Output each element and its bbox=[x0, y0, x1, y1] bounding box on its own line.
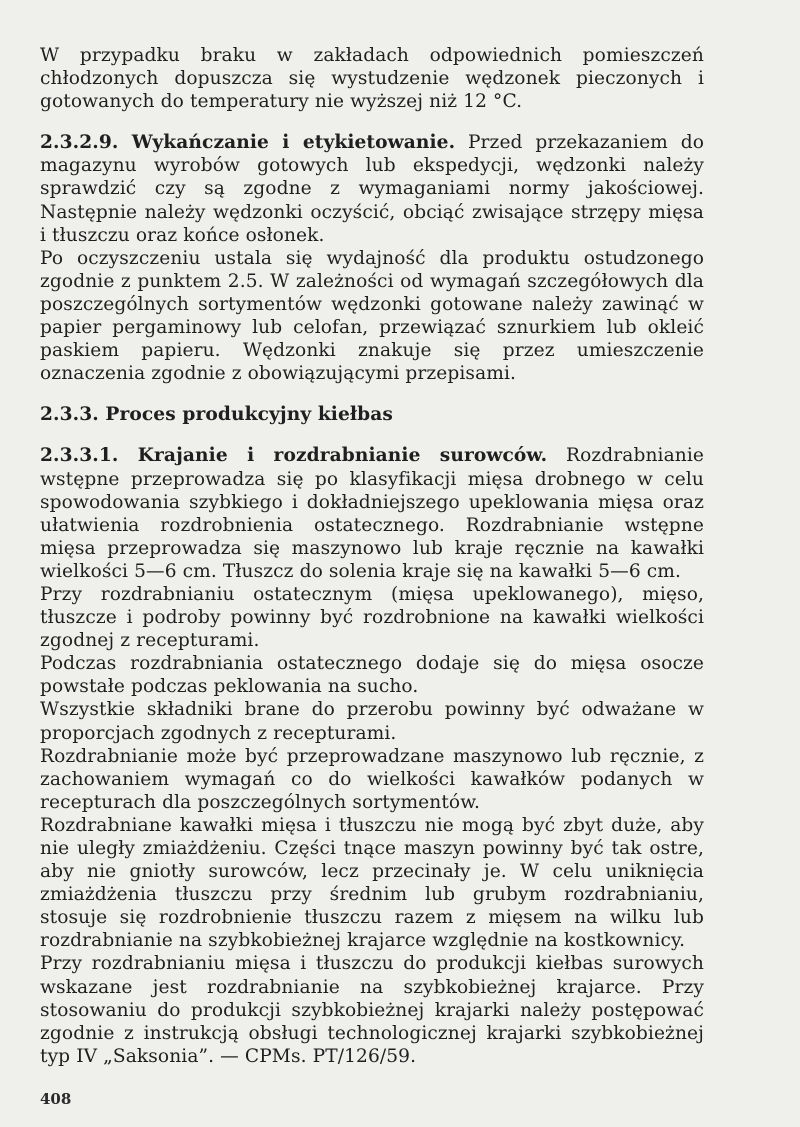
section-heading-2-3-3: 2.3.3. Proces produkcyjny kiełbas bbox=[40, 404, 393, 426]
paragraph-cutting: 2.3.3.1. Krajanie i rozdrabnianie surowców. Rozdrabnianie wstępne przeprowadza się po klasyfikacji mięsa drobnego w celu spowodowania szybkiego i dokładniejszego upeklowania mięsa oraz ułatwienia rozdrobnienia ostatecznego. Rozdrabnianie wstępne mięsa przeprowadza się maszynowo lub kraje ręcznie na kawałki wielkości 5—6 cm. Tłuszcz do solenia kraje się na kawałki 5—6 cm. bbox=[40, 445, 705, 582]
document-page bbox=[40, 44, 704, 1068]
paragraph-plasma: Podczas rozdrabniania ostatecznego dodaje się do mięsa osocze powstałe podczas peklowania na sucho. bbox=[40, 653, 704, 698]
paragraph-fast-cutter: Przy rozdrabnianiu mięsa i tłuszczu do produkcji kiełbas surowych wskazane jest rozdrabnianie na szybkobieżnej krajarce. Przy stosowaniu do produkcji szybkobieżnej krajarki należy postępować zgodnie z instrukcją obsługi technologicznej krajarki szybkobieżnej typ IV „Saksonia”. — CPMs. PT/126/59. bbox=[40, 953, 704, 1067]
paragraph-final-grinding: Przy rozdrabnianiu ostatecznym (mięsa upeklowanego), mięso, tłuszcze i podroby powinny być rozdrobnione na kawałki wielkości zgodnej z recepturami. bbox=[40, 583, 704, 652]
paragraph-weighing: Wszystkie składniki brane do przerobu powinny być odważane w proporcjach zgodnych z recepturami. bbox=[40, 699, 704, 744]
paragraph-yield: Po oczyszczeniu ustala się wydajność dla produktu ostudzonego zgodnie z punktem 2.5. W zależności od wymagań szczegółowych dla poszczególnych sortymentów wędzonki gotowane należy zawinąć w papier pergaminowy lub celofan, przewiązać sznurkiem lub okleić paskiem papieru. Wędzonki znakuje się przez umieszczenie oznaczenia zgodnie z obowiązującymi przepisami. bbox=[40, 247, 704, 385]
section-heading-2-3-3-1: 2.3.3.1. Krajanie i rozdrabnianie surowców. bbox=[40, 445, 548, 467]
paragraph-pieces: Rozdrabniane kawałki mięsa i tłuszczu nie mogą być zbyt duże, aby nie uległy zmiażdżeniu. Części tnące maszyn powinny być tak ostre, aby nie gniotły surowców, lecz przecinały je. W celu uniknięcia zmiażdżenia tłuszczu przy średnim lub grubym rozdrabnianiu, stosuje się rozdrobnienie tłuszczu razem z mięsem na wilku lub rozdrabnianie na szybkobieżnej krajarce względnie na kostkownicy. bbox=[40, 814, 704, 952]
page-number: 408 bbox=[40, 1090, 72, 1108]
paragraph-cooling: W przypadku braku w zakładach odpowiednich pomieszczeń chłodzonych dopuszcza się wystudzenie wędzonek pieczonych i gotowanych do temperatury nie wyższej niż 12 °C. bbox=[40, 45, 704, 113]
paragraph-machine-manual: Rozdrabnianie może być przeprowadzane maszynowo lub ręcznie, z zachowaniem wymagań co do wielkości kawałków podanych w recepturach dla poszczególnych sortymentów. bbox=[40, 745, 704, 813]
paragraph-finishing: 2.3.2.9. Wykańczanie i etykietowanie. Przed przekazaniem do magazynu wyrobów gotowych lub ekspedycji, wędzonki należy sprawdzić czy są zgodne z wymaganiami normy jakościowej. Następnie należy wędzonki oczyścić, obciąć zwisające strzępy mięsa i tłuszczu oraz końce osłonek. bbox=[40, 132, 704, 246]
section-heading-2-3-2-9: 2.3.2.9. Wykańczanie i etykietowanie. bbox=[40, 132, 456, 154]
